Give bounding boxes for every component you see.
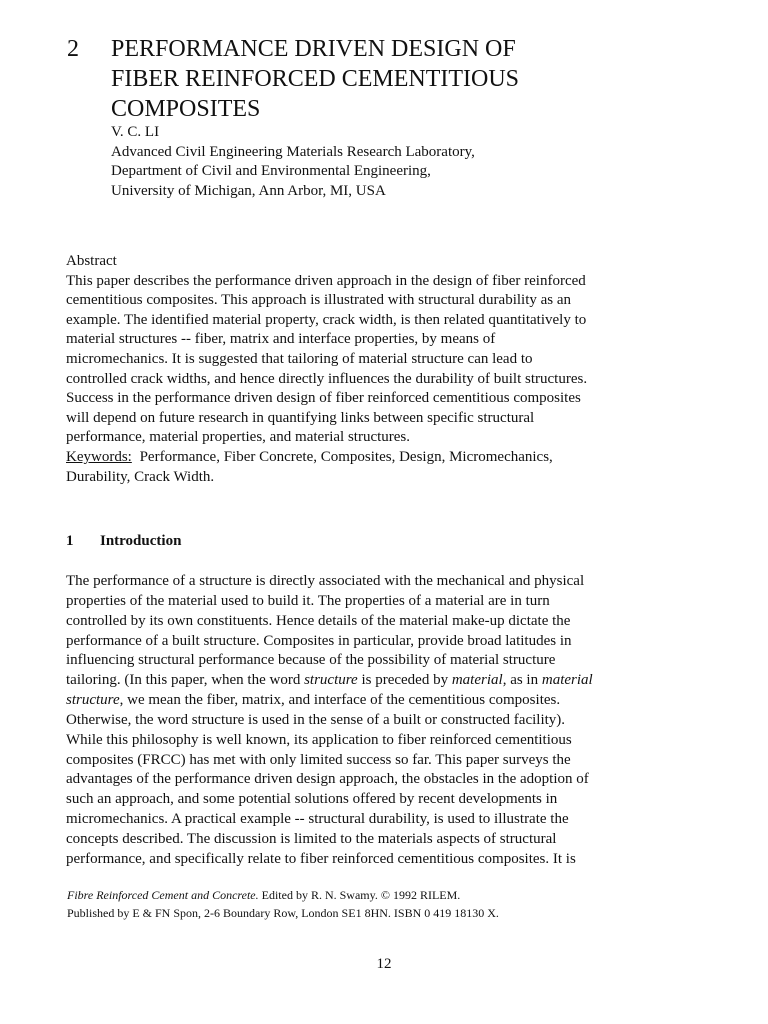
chapter-title-line: COMPOSITES xyxy=(111,96,261,122)
abstract-line: cementitious composites. This approach is illustrated with structural durability as an xyxy=(66,292,572,309)
section-heading xyxy=(66,532,181,551)
affiliation-line: Department of Civil and Environmental Engineering, xyxy=(111,163,431,179)
italic-term: structure xyxy=(304,672,358,689)
book-title: Fibre Reinforced Cement and Concrete. xyxy=(67,888,259,902)
body-line: composites (FRCC) has met with only limited success so far. This paper surveys the xyxy=(66,751,571,768)
abstract-line: micromechanics. It is suggested that tailoring of material structure can lead to xyxy=(66,350,533,367)
body-line: Otherwise, the word structure is used in the sense of a built or constructed facility). xyxy=(66,711,566,728)
body-line: influencing structural performance because of the possibility of material structure xyxy=(66,652,556,669)
abstract-line: controlled crack widths, and hence directly influences the durability of built structures. xyxy=(66,370,588,387)
keywords-label: Keywords: xyxy=(66,448,132,465)
body-line: performance of a built structure. Composites in particular, provide broad latitudes in xyxy=(66,632,572,649)
body-line: The performance of a structure is directly associated with the mechanical and physical xyxy=(66,573,585,589)
body-line: concepts described. The discussion is limited to the materials aspects of structural xyxy=(66,830,557,847)
chapter-title-line: PERFORMANCE DRIVEN DESIGN OF xyxy=(111,36,516,62)
chapter-title-line: FIBER REINFORCED CEMENTITIOUS xyxy=(111,66,520,92)
keywords-line xyxy=(66,448,716,468)
footnote-text: Edited by R. N. Swamy. © 1992 RILEM. xyxy=(258,888,461,902)
section-title: Introduction xyxy=(100,533,182,549)
keywords-text: Performance, Fiber Concrete, Composites, Design, Micromechanics, xyxy=(139,448,553,465)
affiliation-line: University of Michigan, Ann Arbor, MI, USA xyxy=(111,182,386,199)
body-line: While this philosophy is well known, its application to fiber reinforced cementitious xyxy=(66,731,572,748)
author-block xyxy=(111,123,475,201)
body-line xyxy=(66,671,726,691)
author-name: V. C. LI xyxy=(111,124,160,140)
keywords-line: Durability, Crack Width. xyxy=(66,468,215,485)
abstract xyxy=(66,252,716,487)
abstract-line: example. The identified material property, crack width, is then related quantitatively to xyxy=(66,311,587,328)
abstract-line: material structures -- fiber, matrix and interface properties, by means of xyxy=(66,331,496,348)
body-line: properties of the material used to build it. The properties of a material are in turn xyxy=(66,592,550,609)
body-text: , we mean the fiber, matrix, and interface of the cementitious composites. xyxy=(119,692,561,709)
body-line: performance, and specifically relate to fiber reinforced cementitious composites. It is xyxy=(66,850,576,867)
abstract-line: This paper describes the performance driven approach in the design of fiber reinforced xyxy=(66,272,586,289)
italic-term: material xyxy=(541,672,593,689)
body-line: controlled by its own constituents. Hence details of the material make-up dictate the xyxy=(66,612,571,629)
page-number: 12 xyxy=(376,956,392,972)
abstract-line: Success in the performance driven design of fiber reinforced cementitious composites xyxy=(66,390,581,407)
abstract-heading: Abstract xyxy=(66,253,117,269)
body-text: , as in xyxy=(502,672,542,689)
footnote-line xyxy=(67,886,499,904)
abstract-line: will depend on future research in quantifying links between specific structural xyxy=(66,409,535,426)
footnote-line: Published by E & FN Spon, 2-6 Boundary Row, London SE1 8HN. ISBN 0 419 18130 X. xyxy=(67,906,499,920)
body-line: advantages of the performance driven design approach, the obstacles in the adoption of xyxy=(66,771,589,788)
abstract-line: performance, material properties, and material structures. xyxy=(66,429,411,446)
italic-term: material xyxy=(451,672,503,689)
chapter-title xyxy=(111,34,711,124)
italic-term: structure xyxy=(66,692,120,709)
body-text: is preceded by xyxy=(357,672,452,689)
section-number: 1 xyxy=(66,533,74,549)
body-line: such an approach, and some potential solutions offered by recent developments in xyxy=(66,791,558,808)
publication-footnote xyxy=(67,886,499,922)
body-line: micromechanics. A practical example -- structural durability, is used to illustrate the xyxy=(66,811,569,828)
introduction-body xyxy=(66,572,726,870)
affiliation-line: Advanced Civil Engineering Materials Research Laboratory, xyxy=(111,143,475,160)
chapter-number: 2 xyxy=(67,36,79,62)
body-line xyxy=(66,691,726,711)
body-text: tailoring. (In this paper, when the word xyxy=(66,672,305,689)
